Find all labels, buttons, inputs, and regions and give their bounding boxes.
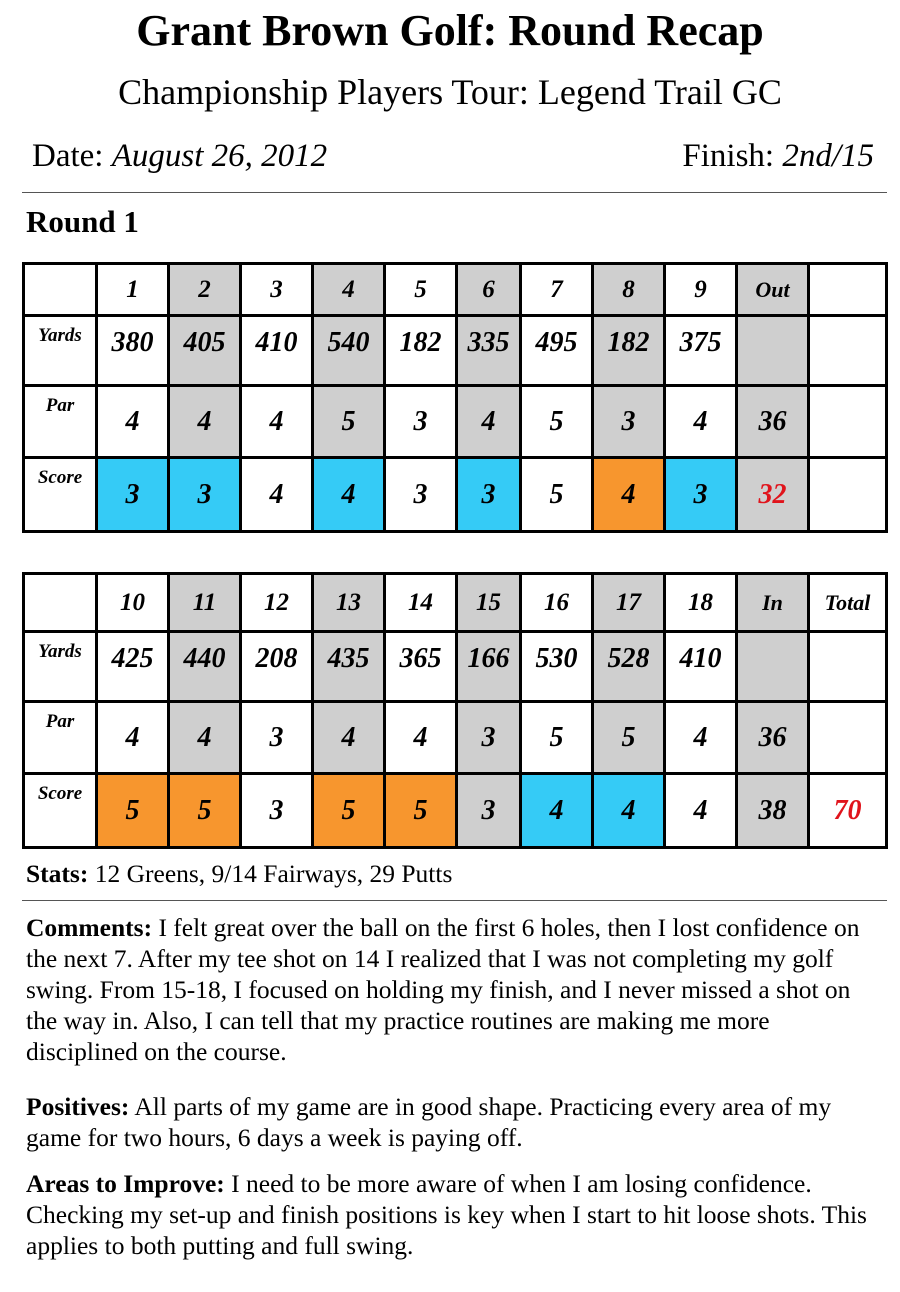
hole-number: 12	[241, 574, 313, 632]
yards-cell: 405	[169, 316, 241, 386]
stats-line	[26, 858, 876, 889]
hole-number: 7	[521, 264, 593, 316]
score-cell: 3	[241, 774, 313, 848]
score-cell: 5	[521, 458, 593, 532]
hole-number: 15	[457, 574, 521, 632]
yards-cell: 182	[385, 316, 457, 386]
hole-number: 5	[385, 264, 457, 316]
finish-field	[682, 136, 874, 176]
date-value: August 26, 2012	[111, 138, 328, 174]
par-cell: 4	[169, 702, 241, 774]
in-header: In	[737, 574, 809, 632]
score-cell: 3	[97, 458, 169, 532]
score-cell: 3	[457, 458, 521, 532]
yards-cell: 435	[313, 632, 385, 702]
par-cell: 3	[593, 386, 665, 458]
yards-cell: 182	[593, 316, 665, 386]
empty-cell	[809, 458, 887, 532]
date-label: Date:	[32, 138, 104, 174]
positives-paragraph	[26, 1091, 876, 1153]
positives-text: All parts of my game are in good shape. Practicing every area of my game for two hours, 6 days a week is paying off.	[26, 1092, 832, 1152]
score-row	[24, 458, 887, 532]
par-cell: 4	[457, 386, 521, 458]
empty-cell	[737, 632, 809, 702]
hole-number-row	[24, 264, 887, 316]
improve-paragraph	[26, 1168, 876, 1261]
hole-number: 2	[169, 264, 241, 316]
par-cell: 4	[313, 702, 385, 774]
par-cell: 5	[521, 386, 593, 458]
yards-cell: 410	[665, 632, 737, 702]
yards-cell: 410	[241, 316, 313, 386]
par-cell: 4	[97, 702, 169, 774]
score-in-total: 38	[737, 774, 809, 848]
score-cell: 5	[313, 774, 385, 848]
par-row	[24, 702, 887, 774]
hole-number: 8	[593, 264, 665, 316]
front-nine-scorecard	[22, 262, 888, 533]
par-cell: 5	[521, 702, 593, 774]
score-cell: 4	[593, 458, 665, 532]
score-cell: 5	[97, 774, 169, 848]
yards-row	[24, 632, 887, 702]
divider	[22, 192, 887, 193]
par-cell: 4	[241, 386, 313, 458]
score-out-total: 32	[737, 458, 809, 532]
yards-cell: 365	[385, 632, 457, 702]
grand-total: 70	[809, 774, 887, 848]
back-nine-scorecard	[22, 572, 888, 849]
score-cell: 3	[457, 774, 521, 848]
hole-number: 3	[241, 264, 313, 316]
hole-number: 13	[313, 574, 385, 632]
score-cell: 3	[385, 458, 457, 532]
score-cell: 3	[169, 458, 241, 532]
row-label-yards: Yards	[24, 316, 97, 386]
par-cell: 4	[97, 386, 169, 458]
par-row	[24, 386, 887, 458]
par-cell: 4	[169, 386, 241, 458]
par-in-total: 36	[737, 702, 809, 774]
comments-paragraph	[26, 912, 876, 1067]
stats-text: 12 Greens, 9/14 Fairways, 29 Putts	[88, 859, 453, 888]
hole-number: 11	[169, 574, 241, 632]
score-cell: 5	[169, 774, 241, 848]
tournament-subtitle: Championship Players Tour: Legend Trail GC	[118, 72, 782, 112]
empty-cell	[737, 316, 809, 386]
yards-cell: 440	[169, 632, 241, 702]
finish-label: Finish:	[682, 138, 775, 174]
comments-label: Comments:	[26, 913, 153, 942]
yards-cell: 540	[313, 316, 385, 386]
par-cell: 3	[457, 702, 521, 774]
par-out-total: 36	[737, 386, 809, 458]
hole-number: 16	[521, 574, 593, 632]
score-cell: 4	[665, 774, 737, 848]
yards-cell: 166	[457, 632, 521, 702]
hole-number: 14	[385, 574, 457, 632]
empty-cell	[809, 316, 887, 386]
yards-cell: 208	[241, 632, 313, 702]
row-label-score: Score	[24, 458, 97, 532]
corner-cell	[24, 264, 97, 316]
yards-cell: 425	[97, 632, 169, 702]
improve-text: I need to be more aware of when I am losing confidence. Checking my set-up and finish positions is key when I start to hit loose shots. This applies to both putting and full swing.	[26, 1169, 867, 1260]
hole-number: 6	[457, 264, 521, 316]
hole-number: 18	[665, 574, 737, 632]
yards-cell: 335	[457, 316, 521, 386]
date-field	[32, 136, 327, 176]
comments-text: I felt great over the ball on the first 6 holes, then I lost confidence on the next 7. After my tee shot on 14 I realized that I was not completing my golf swing. From 15-18, I focused on holding my finish, and I never missed a shot on the way in. Also, I can tell that my practice routines are making me more disciplined on the course.	[26, 913, 860, 1066]
score-cell: 4	[241, 458, 313, 532]
stats-label: Stats:	[26, 859, 89, 888]
par-cell: 3	[241, 702, 313, 774]
out-header: Out	[737, 264, 809, 316]
round-title: Round 1	[26, 204, 139, 239]
score-cell: 5	[385, 774, 457, 848]
hole-number: 9	[665, 264, 737, 316]
yards-cell: 530	[521, 632, 593, 702]
corner-cell	[24, 574, 97, 632]
empty-cell	[809, 386, 887, 458]
hole-number: 1	[97, 264, 169, 316]
score-cell: 4	[521, 774, 593, 848]
hole-number: 17	[593, 574, 665, 632]
hole-number-row	[24, 574, 887, 632]
yards-cell: 380	[97, 316, 169, 386]
par-cell: 4	[665, 702, 737, 774]
hole-number: 10	[97, 574, 169, 632]
score-row	[24, 774, 887, 848]
par-cell: 5	[313, 386, 385, 458]
improve-label: Areas to Improve:	[26, 1169, 225, 1198]
score-cell: 4	[313, 458, 385, 532]
par-cell: 5	[593, 702, 665, 774]
positives-label: Positives:	[26, 1092, 130, 1121]
par-cell: 4	[385, 702, 457, 774]
yards-cell: 375	[665, 316, 737, 386]
total-header: Total	[809, 574, 887, 632]
divider	[22, 900, 887, 901]
row-label-par: Par	[24, 702, 97, 774]
score-cell: 3	[665, 458, 737, 532]
row-label-par: Par	[24, 386, 97, 458]
empty-cell	[809, 632, 887, 702]
score-cell: 4	[593, 774, 665, 848]
par-cell: 3	[385, 386, 457, 458]
row-label-score: Score	[24, 774, 97, 848]
yards-row	[24, 316, 887, 386]
yards-cell: 495	[521, 316, 593, 386]
yards-cell: 528	[593, 632, 665, 702]
row-label-yards: Yards	[24, 632, 97, 702]
page-title: Grant Brown Golf: Round Recap	[136, 6, 764, 55]
par-cell: 4	[665, 386, 737, 458]
empty-cell	[809, 702, 887, 774]
empty-cell	[809, 264, 887, 316]
hole-number: 4	[313, 264, 385, 316]
finish-value: 2nd/15	[782, 138, 874, 174]
